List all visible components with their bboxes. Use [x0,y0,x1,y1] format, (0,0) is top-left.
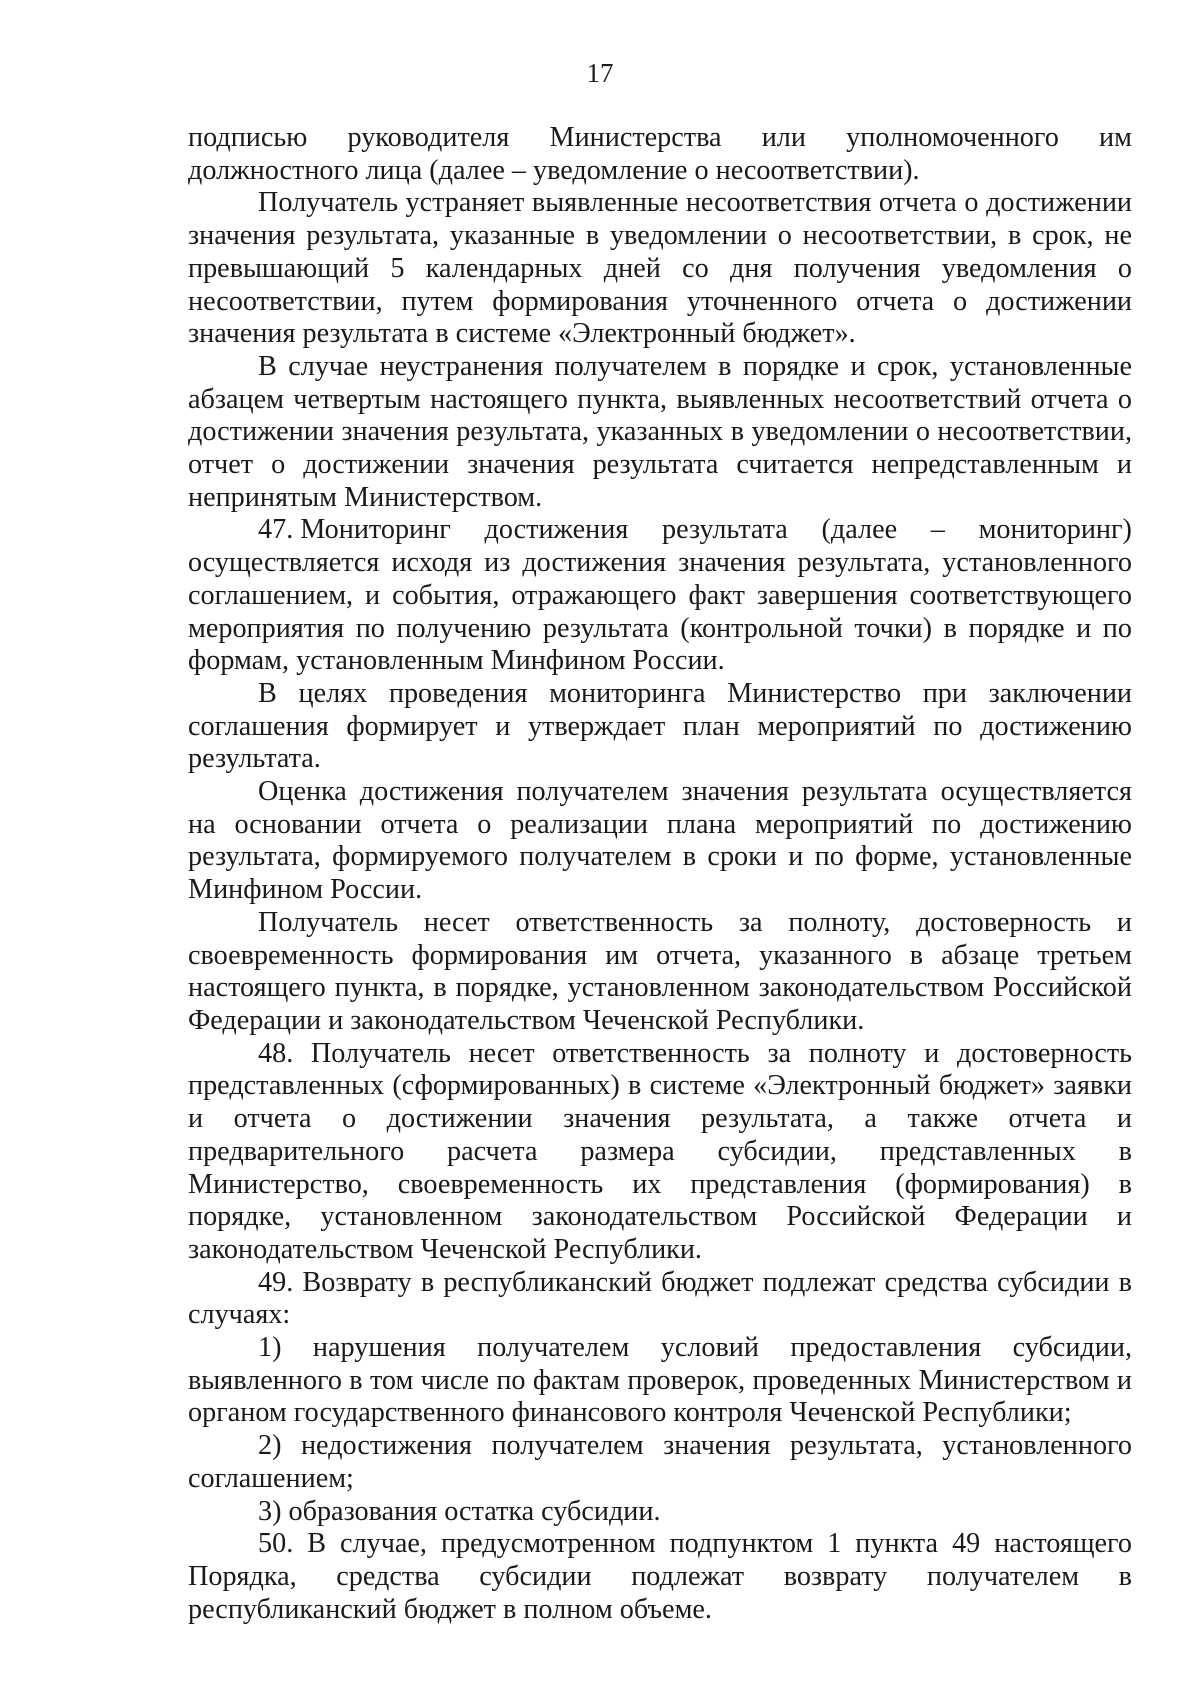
paragraph-continuation [188,122,1132,187]
word: руководителя [347,122,510,153]
page-number: 17 [586,58,614,88]
word: подписью [188,122,308,153]
word: (далее [821,514,898,546]
justified-line [188,122,1132,155]
word: Министерства [549,122,722,153]
word: им [1099,122,1132,153]
paragraph-text: должностного лица (далее – уведомление о несоответствии). [188,154,920,186]
clause-47 [188,514,1132,678]
paragraph-non-elimination: В случае неустранения получателем в порядке и срок, установленные абзацем четвертым настоящего пункта, выявленных несоответствий отчета о достижении значения результата, указанных в уведомлении о несоответствии, отчет о достижении значения результата считается непредставленным и непринятым Министерством. [188,350,1132,513]
paragraph-responsibility: Получатель несет ответственность за полноту, достоверность и своевременность формирования им отчета, указанного в абзаце третьем настоящего пункта, в порядке, установленном законодательством Российской Федерации и законодательством Чеченской Республики. [188,906,1132,1036]
paragraph-recipient-corrections: Получатель устраняет выявленные несоответствия отчета о достижении значения результата, указанные в уведомлении о несоответствии, в срок, не превышающий 5 календарных дней со дня получения уведомления о несоответствии, путем формирования уточненного отчета о достижении значения результата в системе «Электронный бюджет». [188,187,1132,350]
clause-50: 50. В случае, предусмотренном подпунктом 1 пункта 49 настоящего Порядка, средства субсидии подлежат возврату получателем в республиканский бюджет в полном объеме. [188,1528,1132,1625]
paragraph-text: осуществляется исходя из достижения значения результата, установленного соглашением, и события, отражающего факт завершения соответствующего мероприятия по получению результата (контрольной точки) в порядке и по формам, установленным Минфином России. [188,547,1132,677]
justified-line [188,514,1132,547]
clause-49: 49. Возврату в республиканский бюджет подлежат средства субсидии в случаях: [188,1266,1132,1331]
word: уполномоченного [846,122,1059,153]
word: или [761,122,806,153]
list-item-2: 2) недостижения получателем значения результата, установленного соглашением; [188,1430,1132,1494]
word: результата [662,514,788,546]
word: – [930,514,945,546]
word: мониторинг) [978,514,1132,546]
paragraph-assessment: Оценка достижения получателем значения результата осуществляется на основании отчета о реализации плана мероприятий по достижению результата, формируемого получателем в сроки и по форме, установленные Минфином России. [188,776,1132,906]
clause-48: 48. Получатель несет ответственность за полноту и достоверность представленных (сформированных) в системе «Электронный бюджет» заявки и отчета о достижении значения результата, а также отчета и предварительного расчета размера субсидии, представленных в Министерство, своевременность их представления (формирования) в порядке, установленном законодательством Российской Федерации и законодательством Чеченской Республики. [188,1037,1132,1265]
document-body [188,122,1132,1626]
list-item-1: 1) нарушения получателем условий предоставления субсидии, выявленного в том числе по фактам проверок, проведенных Министерством и органом государственного финансового контроля Чеченской Республики; [188,1332,1132,1429]
word: достижения [484,514,629,546]
word: 47. Мониторинг [258,514,451,546]
list-item-3: 3) образования остатка субсидии. [258,1495,661,1527]
paragraph-monitoring-plan: В целях проведения мониторинга Министерство при заключении соглашения формирует и утверждает план мероприятий по достижению результата. [188,677,1132,775]
